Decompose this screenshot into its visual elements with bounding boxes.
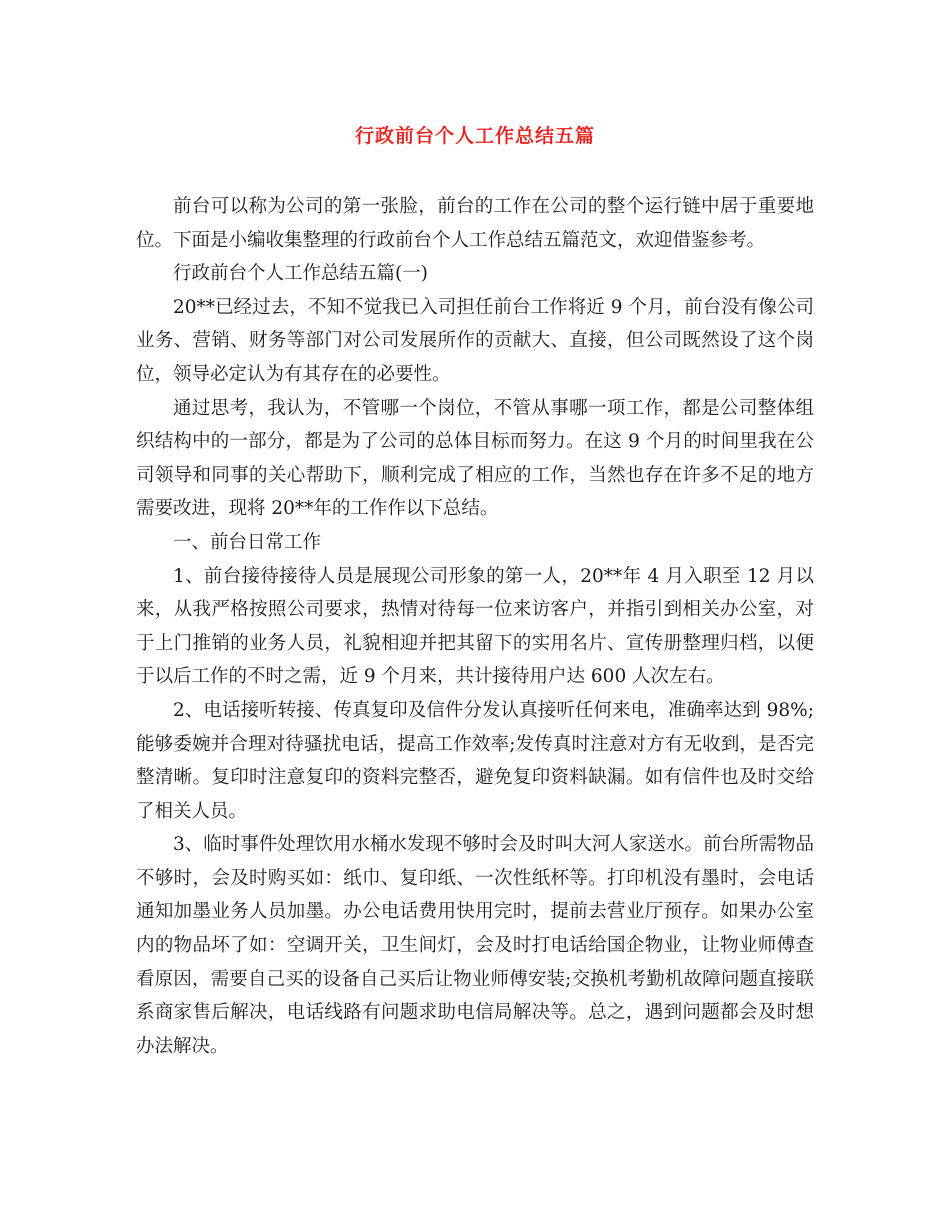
paragraph-reflection: 通过思考，我认为，不管哪一个岗位，不管从事哪一项工作，都是公司整体组织结构中的一部分，都是为了公司的总体目标而努力。在这 9 个月的时间里我在公司领导和同事的关心帮助下，顺利完成了相应的工作，当然也存在许多不足的地方需要改进，现将 20**年的工作作以下总结。 xyxy=(136,397,814,520)
section-heading-part-one: 行政前台个人工作总结五篇(一) xyxy=(173,263,428,285)
document-body xyxy=(136,190,814,1063)
paragraph-incident-handling: 3、临时事件处理饮用水桶水发现不够时会及时叫大河人家送水。前台所需物品不够时，会及时购买如：纸巾、复印纸、一次性纸杯等。打印机没有墨时，会电话通知加墨业务人员加墨。办公电话费用快用完时，提前去营业厅预存。如果办公室内的物品坏了如：空调开关，卫生间灯，会及时打电话给国企物业，让物业师傅查看原因，需要自己买的设备自己买后让物业师傅安装;交换机考勤机故障问题直接联系商家售后解决，电话线路有问题求助电信局解决等。总之，遇到问题都会及时想办法解决。 xyxy=(136,834,814,1057)
paragraph-reception: 1、前台接待接待人员是展现公司形象的第一人，20**年 4 月入职至 12 月以来，从我严格按照公司要求，热情对待每一位来访客户，并指引到相关办公室，对于上门推销的业务人员，礼貌相迎并把其留下的实用名片、宣传册整理归档，以便于以后工作的不时之需，近 9 个月来，共计接待用户达 600 人次左右。 xyxy=(136,565,814,688)
paragraph-intro: 前台可以称为公司的第一张脸，前台的工作在公司的整个运行链中居于重要地位。下面是小编收集整理的行政前台个人工作总结五篇范文，欢迎借鉴参考。 xyxy=(136,196,814,251)
paragraph-phone-fax: 2、电话接听转接、传真复印及信件分发认真接听任何来电，准确率达到 98%;能够委婉并合理对待骚扰电话，提高工作效率;发传真时注意对方有无收到，是否完整清晰。复印时注意复印的资料完整否，避免复印资料缺漏。如有信件也及时交给了相关人员。 xyxy=(136,699,814,822)
paragraph-overview: 20**已经过去，不知不觉我已入司担任前台工作将近 9 个月，前台没有像公司业务、营销、财务等部门对公司发展所作的贡献大、直接，但公司既然设了这个岗位，领导必定认为有其存在的必要性。 xyxy=(136,296,814,385)
document-title: 行政前台个人工作总结五篇 xyxy=(354,125,595,147)
section-heading-daily-work: 一、前台日常工作 xyxy=(173,531,322,553)
